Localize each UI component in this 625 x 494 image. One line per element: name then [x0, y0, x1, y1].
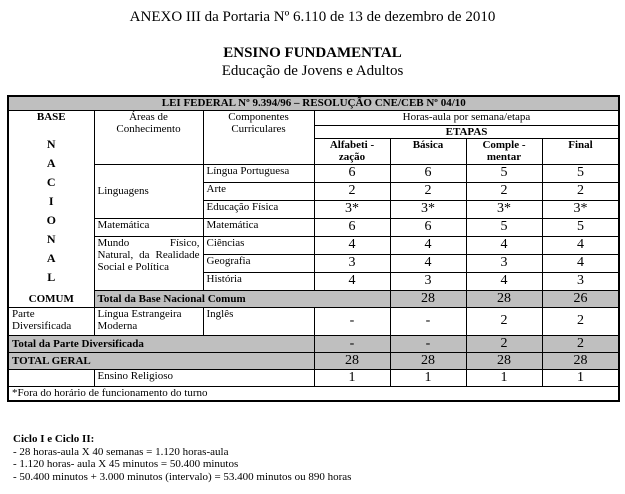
hours-cell: 1 [466, 369, 542, 386]
base-label: BASE [36, 110, 66, 123]
hours-cell: - [390, 307, 466, 335]
hours-cell: - [314, 307, 390, 335]
document-title: ENSINO FUNDAMENTAL [223, 45, 402, 61]
religioso-label: Ensino Religioso [94, 369, 314, 386]
hours-cell: 3* [314, 200, 390, 218]
hours-cell: 1 [542, 369, 619, 386]
cycle-notes [13, 433, 351, 483]
component-cell: Educação Física [203, 200, 314, 218]
cycle-line: - 1.120 horas- aula X 45 minutos = 50.400 minutos [13, 458, 239, 470]
empty-cell [8, 369, 94, 386]
table-footnote: *Fora do horário de funcionamento do turno [8, 386, 619, 401]
component-cell: Ciências [203, 236, 314, 254]
area-mundo: Mundo Físico, Natural, da Realidade Social e Política [94, 236, 203, 290]
total-geral-cell: 28 [466, 352, 542, 369]
hours-cell: 2 [542, 307, 619, 335]
hours-cell: 3* [390, 200, 466, 218]
total-base-label: Total da Base Nacional Comum [94, 290, 390, 307]
total-geral-cell: 28 [542, 352, 619, 369]
hours-cell: 5 [542, 218, 619, 236]
hours-cell: 3* [542, 200, 619, 218]
hours-cell: 4 [542, 254, 619, 272]
hours-cell: 1 [314, 369, 390, 386]
document-subtitle: Educação de Jovens e Adultos [221, 63, 404, 79]
total-div-cell: 2 [466, 335, 542, 352]
hours-cell: 4 [466, 272, 542, 290]
component-cell: Língua Portuguesa [203, 164, 314, 182]
hours-cell: 3 [314, 254, 390, 272]
hours-cell: 4 [314, 272, 390, 290]
base-letter: C [46, 174, 56, 189]
hours-header: Horas-aula por semana/etapa [314, 110, 619, 125]
hours-cell: 4 [466, 236, 542, 254]
component-cell: Geografia [203, 254, 314, 272]
total-div-label: Total da Parte Diversificada [8, 335, 314, 352]
hours-cell: 3* [466, 200, 542, 218]
hours-cell: 6 [390, 218, 466, 236]
total-div-cell: - [390, 335, 466, 352]
etapas-header: ETAPAS [314, 125, 619, 138]
area-matematica: Matemática [94, 218, 203, 236]
component-cell: Arte [203, 182, 314, 200]
cycle-line: - 50.400 minutos + 3.000 minutos (intervalo) = 53.400 minutos ou 890 horas [13, 470, 352, 483]
total-base-cell: 28 [390, 290, 466, 307]
annex-heading: ANEXO III da Portaria Nº 6.110 de 13 de dezembro de 2010 [129, 9, 496, 25]
base-letter: L [47, 269, 56, 284]
total-base-cell: 28 [466, 290, 542, 307]
hours-cell: 2 [466, 307, 542, 335]
hours-cell: 4 [390, 236, 466, 254]
total-div-cell: - [314, 335, 390, 352]
hours-cell: 3 [390, 272, 466, 290]
stage-header: Final [542, 138, 619, 164]
hours-cell: 3 [542, 272, 619, 290]
hours-cell: 1 [390, 369, 466, 386]
base-bottom-label: COMUM [28, 292, 74, 305]
hours-cell: 2 [314, 182, 390, 200]
area-linguagens: Linguagens [94, 164, 203, 218]
hours-cell: 2 [542, 182, 619, 200]
total-geral-label: TOTAL GERAL [8, 352, 314, 369]
component-cell: Matemática [203, 218, 314, 236]
cycle-line: - 28 horas-aula X 40 semanas = 1.120 horas-aula [13, 445, 229, 458]
components-header: Componentes Curriculares [203, 110, 314, 164]
total-base-cell: 26 [542, 290, 619, 307]
hours-cell: 4 [542, 236, 619, 254]
hours-cell: 6 [390, 164, 466, 182]
base-letter: O [46, 212, 56, 227]
hours-cell: 5 [466, 218, 542, 236]
curriculum-table [7, 95, 620, 402]
hours-cell: 5 [466, 164, 542, 182]
diversified-area: Língua Estrangeira Moderna [94, 307, 203, 335]
total-div-cell: 2 [542, 335, 619, 352]
areas-header: Áreas de Conhecimento [94, 110, 203, 164]
diversified-component: Inglês [203, 307, 314, 335]
hours-cell: 6 [314, 218, 390, 236]
base-letter: A [46, 250, 56, 265]
base-letter: N [46, 231, 56, 246]
stage-header: Alfabeti - zação [314, 138, 390, 164]
base-letter: N [46, 136, 56, 151]
stage-header: Básica [390, 138, 466, 164]
total-geral-cell: 28 [390, 352, 466, 369]
diversified-label: Parte Diversificada [8, 307, 94, 335]
hours-cell: 2 [390, 182, 466, 200]
base-letter: I [48, 193, 54, 208]
cycle-title: Ciclo I e Ciclo II: [13, 433, 95, 445]
base-letters [12, 135, 91, 287]
total-geral-cell: 28 [314, 352, 390, 369]
stage-header: Comple - mentar [466, 138, 542, 164]
hours-cell: 6 [314, 164, 390, 182]
base-letter: A [46, 155, 56, 170]
base-column [8, 110, 94, 307]
hours-cell: 5 [542, 164, 619, 182]
hours-cell: 2 [466, 182, 542, 200]
hours-cell: 4 [390, 254, 466, 272]
hours-cell: 4 [314, 236, 390, 254]
component-cell: História [203, 272, 314, 290]
law-header: LEI FEDERAL Nº 9.394/96 – RESOLUÇÃO CNE/CEB Nº 04/10 [8, 96, 619, 110]
hours-cell: 3 [466, 254, 542, 272]
